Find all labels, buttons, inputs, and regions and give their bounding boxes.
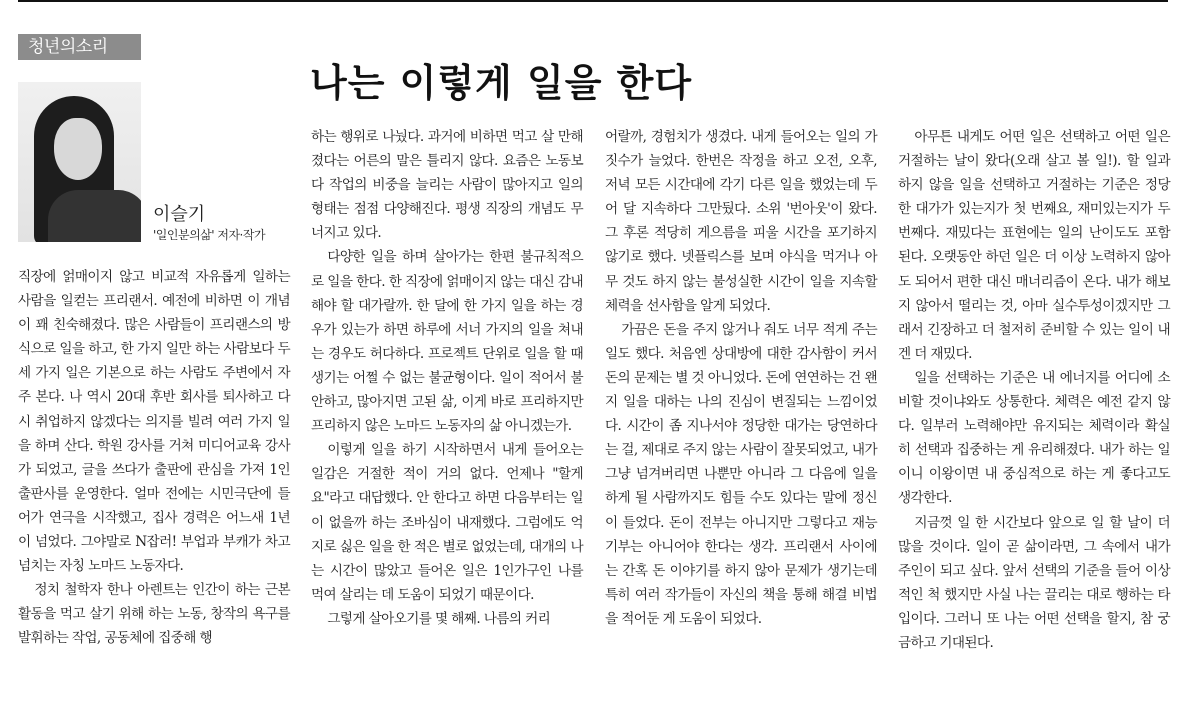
paragraph: 다양한 일을 하며 살아가는 한편 불규칙적으로 일을 한다. 한 직장에 얽매이지 않는 대신 감내해야 할 대가랄까. 한 달에 한 가지 일을 하는 경우가 있는가 하면 하루에 서너 가지의 일을 쳐내는 경우도 허다하다. 프로젝트 단위로 일을 할 때 생기는 어쩔 수 없는 불균형이다. 일이 적어서 불안하고, 많아지면 고된 삶, 이게 바로 프리하지만 프리하지 않은 노마드 노동자의 삶 아니겠는가. <box>311 249 583 435</box>
paragraph: 지금껏 일 한 시간보다 앞으로 일 할 날이 더 많을 것이다. 일이 곧 삶이라면, 그 속에서 내가 주인이 되고 싶다. 앞서 선택의 기준을 들어 이상적인 척 했지만 사실 나는 끌리는 대로 행하는 타입이다. 그러니 또 나는 어떤 선택을 할지, 참 궁금하고 기대된다. <box>898 514 1170 651</box>
article-column-3 <box>605 125 877 631</box>
top-rule <box>18 0 1168 2</box>
paragraph: 그렇게 살아오기를 몇 해째. 나름의 커리 <box>327 610 551 627</box>
article-column-4 <box>898 125 1170 655</box>
paragraph: 아무튼 내게도 어떤 일은 선택하고 어떤 일은 거절하는 날이 왔다(오래 살고 볼 일!). 할 일과 하지 않을 일을 선택하고 거절하는 기준은 정당한 대가가 있는지가 첫 번째요, 재미있는지가 두 번째다. 재밌다는 표현에는 일의 난이도도 포함된다. 오랫동안 하던 일은 더 이상 노력하지 않아도 되어서 편한 대신 매너리즘이 온다. 내가 해보지 않아서 떨리는 것, 아마 실수투성이겠지만 그래서 긴장하고 더 철저히 준비할 수 있는 일이 내겐 더 재밌다. <box>898 129 1170 362</box>
article-column-1 <box>18 265 290 651</box>
paragraph: 직장에 얽매이지 않고 비교적 자유롭게 일하는 사람을 일컫는 프리랜서. 예전에 비하면 이 개념이 꽤 친숙해졌다. 많은 사람들이 프리랜스의 방식으로 일을 하고, 한 가지 일만 하는 사람보다 두세 가지 일은 기본으로 하는 사람도 주변에서 자주 본다. 나 역시 20대 후반 회사를 퇴사하고 다시 취업하지 않겠다는 의지를 빌려 여러 가지 일을 하며 산다. 학원 강사를 거쳐 미디어교육 강사가 되었고, 글을 쓰다가 출판에 관심을 가져 1인 출판사를 운영한다. 얼마 전에는 시민극단에 들어가 연극을 시작했고, 집사 경력은 어느새 1년이 넘었다. 그야말로 N잡러! 부업과 부캐가 차고 넘치는 자칭 노마드 노동자다. <box>18 269 290 575</box>
article-column-2 <box>311 125 583 631</box>
section-label: 청년의소리 <box>18 34 141 60</box>
paragraph: 일을 선택하는 기준은 내 에너지를 어디에 소비할 것이냐와도 상통한다. 체력은 예전 같지 않다. 일부러 노력해야만 유지되는 체력이라 확실히 선택과 집중하는 게 유리해졌다. 내가 하는 일이니 이왕이면 내 중심적으로 하는 게 좋다고도 생각한다. <box>898 369 1170 507</box>
author-title: '일인분의삶' 저자·작가 <box>153 228 266 242</box>
photo-shirt <box>48 190 141 242</box>
paragraph: 가끔은 돈을 주지 않거나 줘도 너무 적게 주는 일도 했다. 처음엔 상대방에 대한 감사함이 커서 돈의 문제는 별 것 아니었다. 돈에 연연하는 건 왠지 일을 대하는 나의 진심이 변질되는 느낌이었다. 시간이 좀 지나서야 정당한 대가는 당연하다는 걸, 제대로 주지 않는 사람이 잘못되었고, 내가 그냥 넘겨버리면 나뿐만 아니라 그 다음에 일을 하게 될 사람까지도 힘들 수도 있다는 말에 정신이 들었다. 돈이 전부는 아니지만 그렇다고 재능 기부는 아니어야 한다는 생각. 프리랜서 사이에는 간혹 돈 이야기를 하지 않아 문제가 생기는데 특히 여러 작가들이 자신의 책을 통해 해결 비법을 적어둔 게 도움이 되었다. <box>605 321 877 627</box>
author-photo <box>18 82 141 242</box>
photo-face <box>54 118 102 180</box>
paragraph: 이렇게 일을 하기 시작하면서 내게 들어오는 일감은 거절한 적이 거의 없다. 언제나 "할게요"라고 대답했다. 안 한다고 하면 다음부터는 일이 없을까 하는 조바심이 내재했다. 그럼에도 억지로 싫은 일을 한 적은 별로 없었는데, 대개의 나는 시간이 많았고 들어온 일은 1인가구인 나를 먹여 살리는 데 도움이 되었기 때문이다. <box>311 442 583 603</box>
paragraph: 어랄까, 경험치가 생겼다. 내게 들어오는 일의 가짓수가 늘었다. 한번은 작정을 하고 오전, 오후, 저녁 모든 시간대에 각기 다른 일을 했었는데 두어 달 지속하다 그만뒀다. 소위 '번아웃'이 왔다. 그 후론 적당히 게으름을 피울 시간을 포기하지 않기로 했다. 넷플릭스를 보며 야식을 먹거나 아무 것도 하지 않는 불성실한 시간이 일을 지속할 체력을 선사함을 알게 되었다. <box>605 129 877 314</box>
paragraph: 정치 철학자 한나 아렌트는 인간이 하는 근본 활동을 먹고 살기 위해 하는 노동, 창작의 욕구를 발휘하는 작업, 공동체에 집중해 행 <box>18 582 290 647</box>
author-name: 이슬기 <box>153 204 206 225</box>
paragraph: 하는 행위로 나눴다. 과거에 비하면 먹고 살 만해졌다는 어른의 말은 틀리지 않다. 요즘은 노동보다 작업의 비중을 늘리는 사람이 많아지고 일의 형태는 점점 다양해진다. 평생 직장의 개념도 무너지고 있다. <box>311 129 583 242</box>
headline: 나는 이렇게 일을 한다 <box>310 60 693 105</box>
